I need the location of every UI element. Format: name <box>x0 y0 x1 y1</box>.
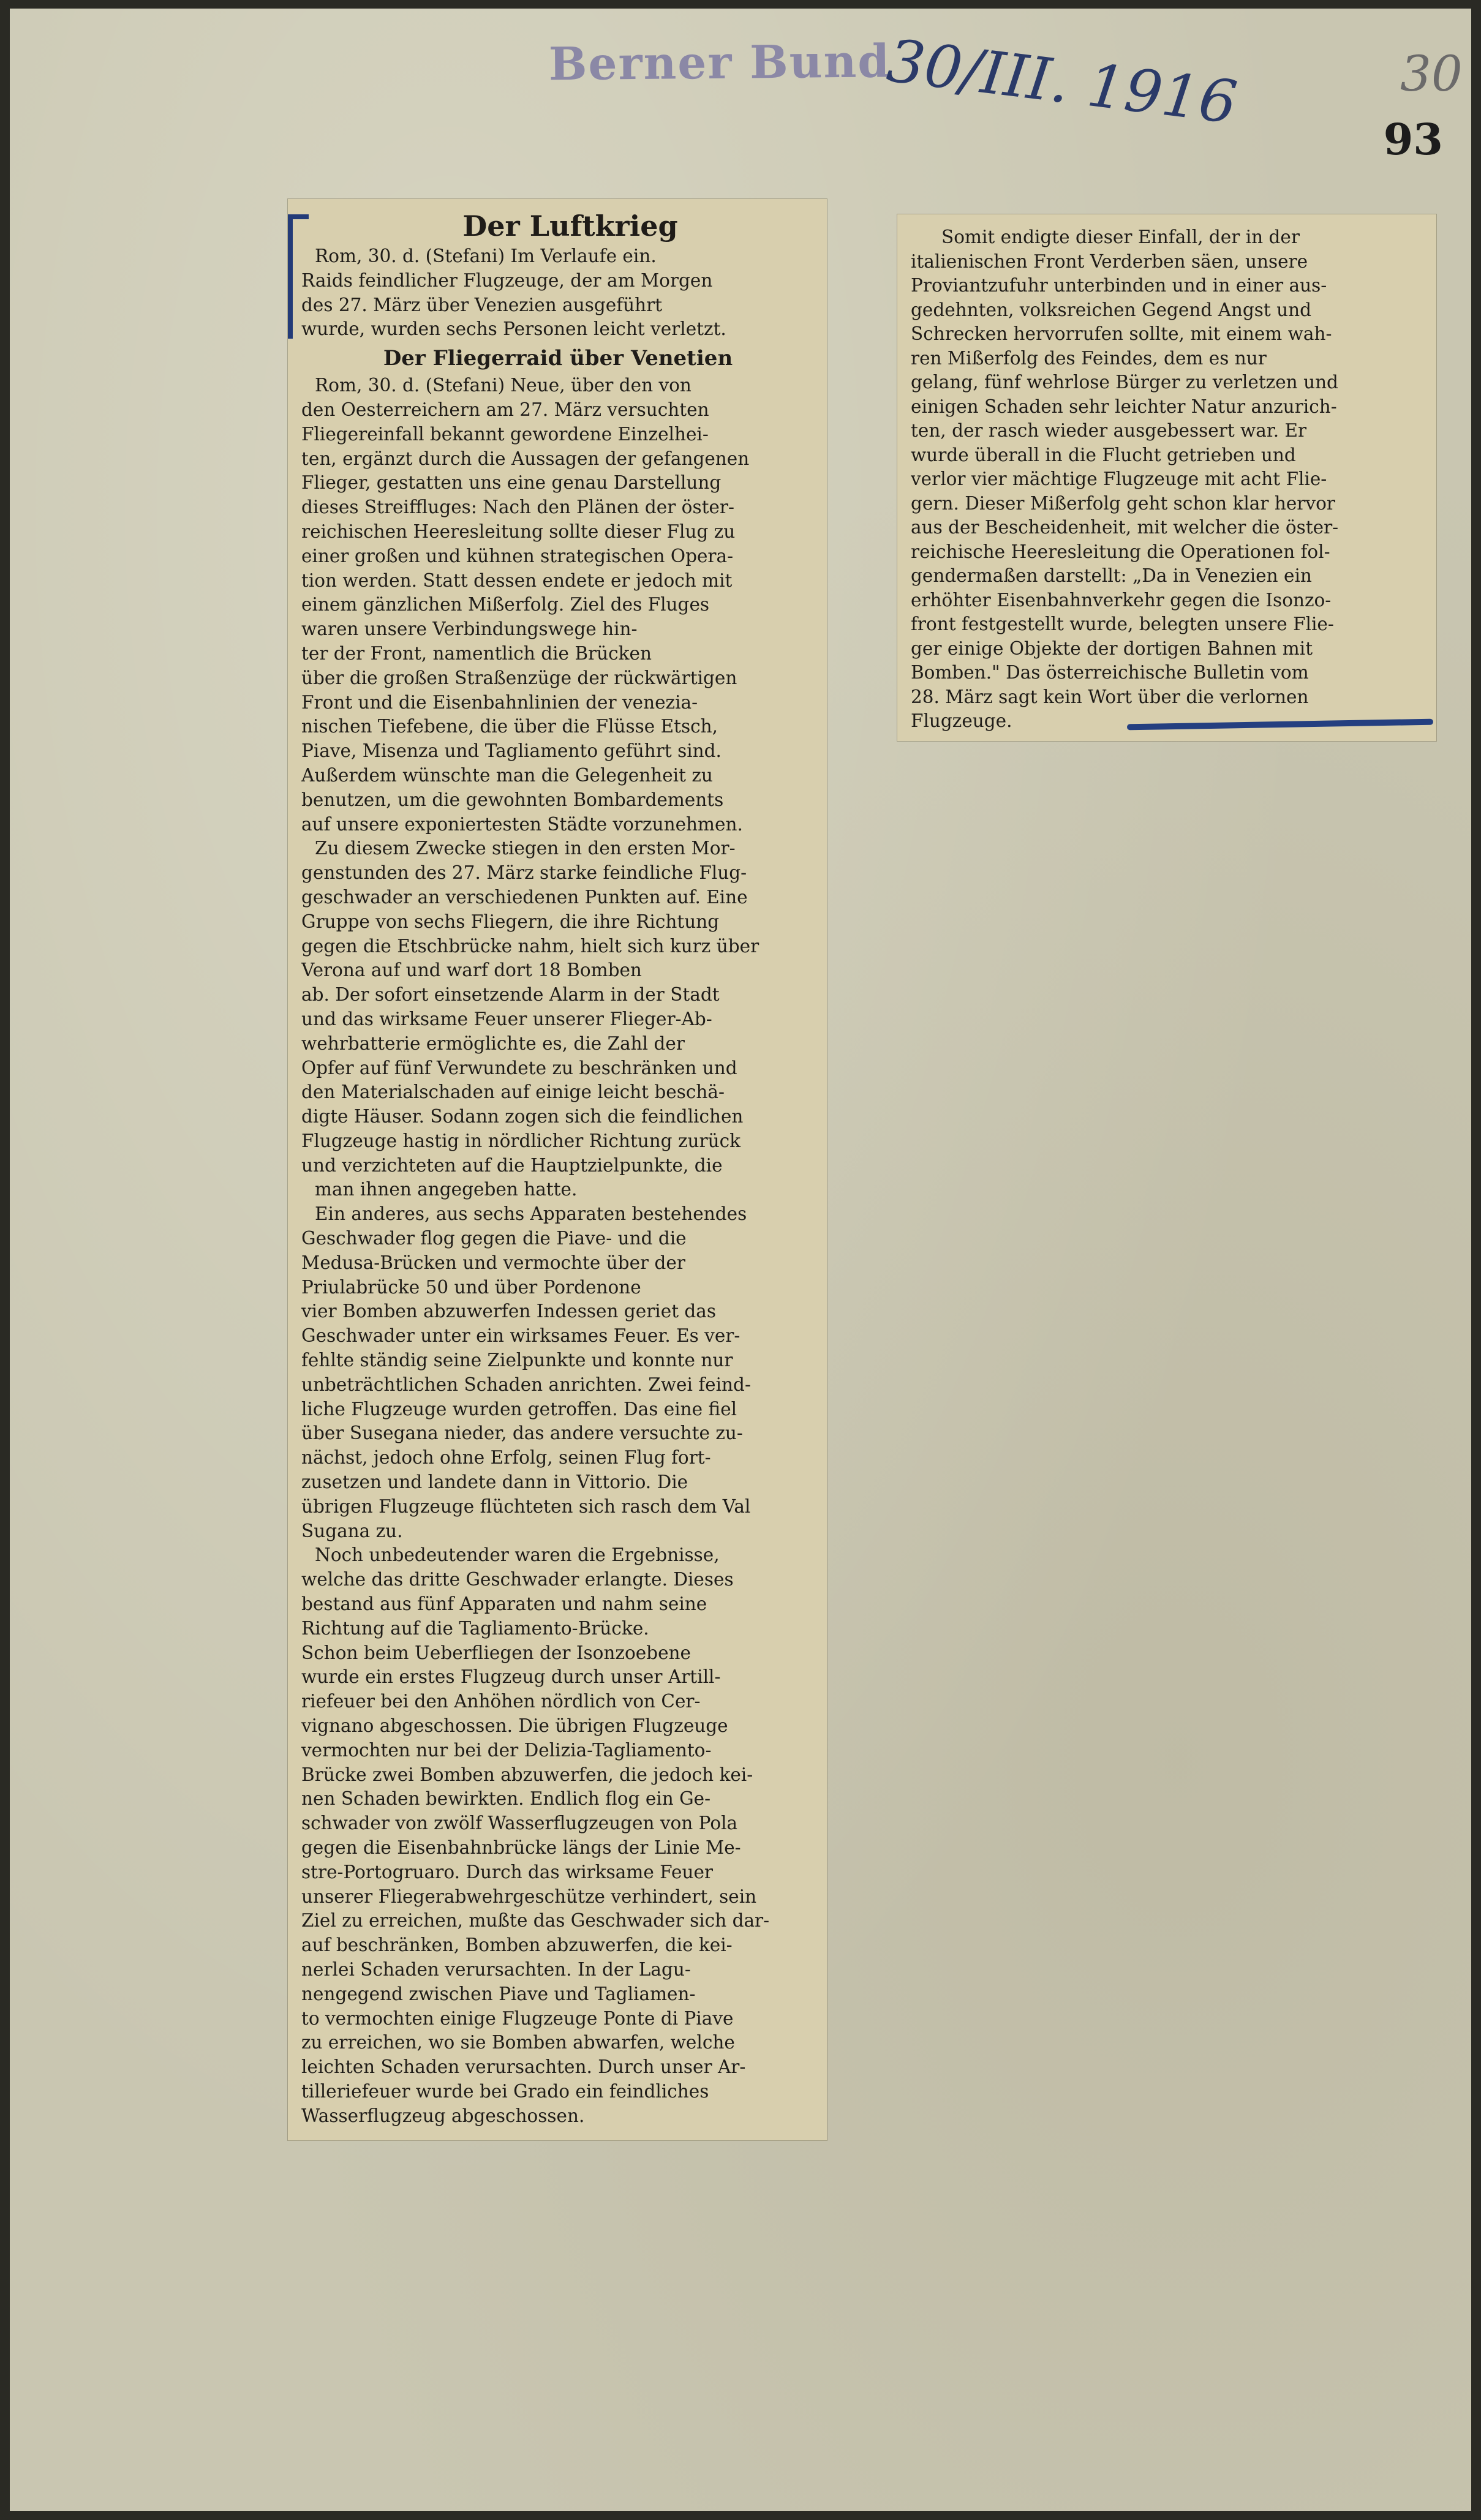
text-line: nengegend zwischen Piave und Tagliamen- <box>301 1983 696 2004</box>
text-line: und das wirksame Feuer unserer Flieger-Ab- <box>301 1008 712 1029</box>
text-line: man ihnen angegeben hatte. <box>315 1179 578 1200</box>
text-line: nächst, jedoch ohne Erfolg, seinen Flug fort- <box>301 1447 711 1469</box>
text-line: Fliegereinfall bekannt gewordene Einzelhei- <box>301 423 709 445</box>
page-number: 93 <box>1383 114 1443 165</box>
text-line: Richtung auf die Tagliamento-Brücke. <box>301 1617 649 1639</box>
text-line: fehlte ständig seine Zielpunkte und konnte nur <box>301 1350 733 1371</box>
article-subheadline: Der Fliegerraid über Venetien <box>383 346 733 371</box>
blue-pencil-bracket <box>288 214 309 339</box>
text-line: digte Häuser. Sodann zogen sich die feindlichen <box>301 1106 744 1127</box>
text-line: leichten Schaden verursachten. Durch unser Ar- <box>301 2056 746 2078</box>
text-line: 28. März sagt kein Wort über die verlornen <box>911 686 1309 707</box>
text-line: Sugana zu. <box>301 1520 403 1541</box>
text-line: tilleriefeuer wurde bei Grado ein feindliches <box>301 2080 709 2102</box>
text-line: nen Schaden bewirkten. Endlich flog ein Ge- <box>301 1788 711 1810</box>
text-line: einer großen und kühnen strategischen Opera- <box>301 545 734 566</box>
text-line: dieses Streiffluges: Nach den Plänen der öster- <box>301 497 734 518</box>
text-line: Ein anderes, aus sechs Apparaten bestehendes <box>315 1203 747 1225</box>
clipping-main-column <box>288 199 827 2140</box>
text-line: Rom, 30. d. (Stefani) Im Verlaufe ein. <box>315 246 657 266</box>
text-line: Opfer auf fünf Verwundete zu beschränken und <box>301 1057 737 1078</box>
text-line: waren unsere Verbindungswege hin- <box>301 619 638 640</box>
text-line: Brücke zwei Bomben abzuwerfen, die jedoch kei- <box>301 1764 753 1785</box>
text-line: Noch unbedeutender waren die Ergebnisse, <box>315 1544 720 1566</box>
text-line: vier Bomben abzuwerfen Indessen geriet das <box>301 1301 717 1322</box>
text-line: stre-Portogruaro. Durch das wirksame Feuer <box>301 1861 714 1882</box>
text-line: gedehnten, volksreichen Gegend Angst und <box>911 299 1312 320</box>
text-line: Somit endigte dieser Einfall, der in der <box>941 227 1300 247</box>
text-line: gelang, fünf wehrlose Bürger zu verletzen und <box>911 372 1338 393</box>
text-line: Priulabrücke 50 und über Pordenone <box>301 1276 641 1298</box>
short-report-block <box>301 244 815 342</box>
text-line: zu erreichen, wo sie Bomben abwarfen, welche <box>301 2032 735 2053</box>
text-line: aus der Bescheidenheit, mit welcher die öster- <box>911 517 1339 538</box>
text-line: vermochten nur bei der Delizia-Tagliamento- <box>301 1739 712 1761</box>
text-line: übrigen Flugzeuge flüchteten sich rasch dem Val <box>301 1495 751 1517</box>
text-line: nerlei Schaden verursachten. In der Lagu- <box>301 1958 691 1980</box>
text-line: wurde, wurden sechs Personen leicht verletzt. <box>301 318 726 340</box>
text-line: Schon beim Ueberfliegen der Isonzoebene <box>301 1642 691 1663</box>
text-line: auf unsere exponiertesten Städte vorzunehmen. <box>301 813 743 835</box>
text-line: Schrecken hervorrufen sollte, mit einem wah- <box>911 323 1332 344</box>
text-line: ten, der rasch wieder ausgebessert war. Er <box>911 420 1307 441</box>
text-line: gegen die Etschbrücke nahm, hielt sich kurz über <box>301 935 759 957</box>
text-line: über die großen Straßenzüge der rückwärtigen <box>301 667 737 688</box>
text-line: Gruppe von sechs Fliegern, die ihre Richtung <box>301 911 720 932</box>
text-line: Bomben." Das österreichische Bulletin vom <box>911 662 1309 683</box>
text-line: ren Mißerfolg des Feindes, dem es nur <box>911 347 1267 369</box>
text-line: ter der Front, namentlich die Brücken <box>301 642 652 664</box>
text-line: Front und die Eisenbahnlinien der venezia- <box>301 691 698 713</box>
text-line: Raids feindlicher Flugzeuge, der am Morgen <box>301 269 713 291</box>
text-line: des 27. März über Venezien ausgeführt <box>301 294 663 315</box>
text-line: den Oesterreichern am 27. März versuchten <box>301 399 709 420</box>
text-line: Rom, 30. d. (Stefani) Neue, über den von <box>315 375 692 396</box>
text-line: front festgestellt wurde, belegten unsere Flie- <box>911 614 1334 634</box>
text-line: Flugzeuge hastig in nördlicher Richtung zurück <box>301 1130 740 1151</box>
text-line: schwader von zwölf Wasserflugzeugen von Pola <box>301 1813 738 1834</box>
text-line: nischen Tiefebene, die über die Flüsse Etsch, <box>301 716 718 737</box>
text-line: unserer Fliegerabwehrgeschütze verhindert, sein <box>301 1886 757 1907</box>
newspaper-source-stamp: Berner Bund <box>548 35 891 91</box>
text-line: to vermochten einige Flugzeuge Ponte di Piave <box>301 2007 734 2029</box>
text-line: unbeträchtlichen Schaden anrichten. Zwei feind- <box>301 1374 751 1395</box>
paragraph-intro <box>301 374 815 837</box>
text-line: wurde ein erstes Flugzeug durch unser Artill- <box>301 1666 721 1688</box>
text-line: einem gänzlichen Mißerfolg. Ziel des Fluges <box>301 594 710 615</box>
text-line: einigen Schaden sehr leichter Natur anzurich- <box>911 396 1337 417</box>
text-line: italienischen Front Verderben säen, unsere <box>911 250 1308 272</box>
text-line: tion werden. Statt dessen endete er jedoch mit <box>301 570 733 591</box>
paragraph-piave <box>301 1202 815 1543</box>
text-line: wurde überall in die Flucht getrieben und <box>911 444 1296 465</box>
text-line: zusetzen und landete dann in Vittorio. Die <box>301 1472 688 1493</box>
text-line: liche Flugzeuge wurden getroffen. Das eine fiel <box>301 1398 737 1420</box>
text-line: ten, ergänzt durch die Aussagen der gefangenen <box>301 448 750 469</box>
text-line: erhöhter Eisenbahnverkehr gegen die Isonzo- <box>911 589 1332 611</box>
text-line: vignano abgeschossen. Die übrigen Flugzeuge <box>301 1715 728 1737</box>
text-line: riefeuer bei den Anhöhen nördlich von Cer- <box>301 1691 701 1712</box>
text-line: Flugzeuge. <box>911 710 1012 731</box>
text-line: Zu diesem Zwecke stiegen in den ersten Mor- <box>315 838 736 859</box>
text-line: wehrbatterie ermöglichte es, die Zahl der <box>301 1032 685 1054</box>
text-line: ger einige Objekte der dortigen Bahnen mit <box>911 638 1313 659</box>
text-line: reichische Heeresleitung die Operationen fol- <box>911 541 1330 562</box>
handwritten-date: 30/III. 1916 <box>883 26 1241 137</box>
clipping-continuation-column <box>897 214 1436 741</box>
handwritten-corner-number: 30 <box>1400 45 1463 102</box>
paragraph-conclusion <box>911 225 1424 734</box>
text-line: geschwader an verschiedenen Punkten auf. Eine <box>301 886 748 908</box>
text-line: Piave, Misenza und Tagliamento geführt sind. <box>301 740 722 762</box>
text-line: auf beschränken, Bomben abzuwerfen, die kei- <box>301 1935 733 1956</box>
text-line: Geschwader flog gegen die Piave- und die <box>301 1228 687 1249</box>
text-line: reichischen Heeresleitung sollte dieser Flug zu <box>301 521 736 542</box>
text-line: gendermaßen darstellt: „Da in Venezien ein <box>911 565 1312 586</box>
text-line: Außerdem wünschte man die Gelegenheit zu <box>301 764 713 786</box>
text-line: ab. Der sofort einsetzende Alarm in der Stadt <box>301 984 720 1006</box>
text-line: gegen die Eisenbahnbrücke längs der Linie Me- <box>301 1837 741 1858</box>
text-line: welche das dritte Geschwader erlangte. Dieses <box>301 1569 734 1590</box>
text-line: Ziel zu erreichen, mußte das Geschwader sich dar- <box>301 1910 770 1931</box>
text-line: Geschwader unter ein wirksames Feuer. Es ver- <box>301 1325 740 1347</box>
text-line: Medusa-Brücken und vermochte über der <box>301 1252 685 1273</box>
text-line: und verzichteten auf die Hauptzielpunkte, die <box>301 1154 723 1176</box>
article-headline: Der Luftkrieg <box>462 209 678 243</box>
text-line: Flieger, gestatten uns eine genau Darstellung <box>301 472 722 494</box>
paragraph-tagliamento <box>301 1543 815 2128</box>
text-line: Verona auf und warf dort 18 Bomben <box>301 960 642 981</box>
text-line: gern. Dieser Mißerfolg geht schon klar hervor <box>911 492 1335 514</box>
text-line: verlor vier mächtige Flugzeuge mit acht Flie- <box>911 468 1327 489</box>
text-line: genstunden des 27. März starke feindliche Flug- <box>301 862 747 884</box>
text-line: Proviantzufuhr unterbinden und in einer aus- <box>911 275 1327 296</box>
text-line: über Susegana nieder, das andere versuchte zu- <box>301 1423 743 1444</box>
text-line: bestand aus fünf Apparaten und nahm seine <box>301 1593 707 1615</box>
text-line: Wasserflugzeug abgeschossen. <box>301 2105 585 2126</box>
text-line: den Materialschaden auf einige leicht beschä- <box>301 1081 725 1103</box>
paragraph-verona <box>301 837 815 1202</box>
text-line: benutzen, um die gewohnten Bombardements <box>301 789 724 810</box>
